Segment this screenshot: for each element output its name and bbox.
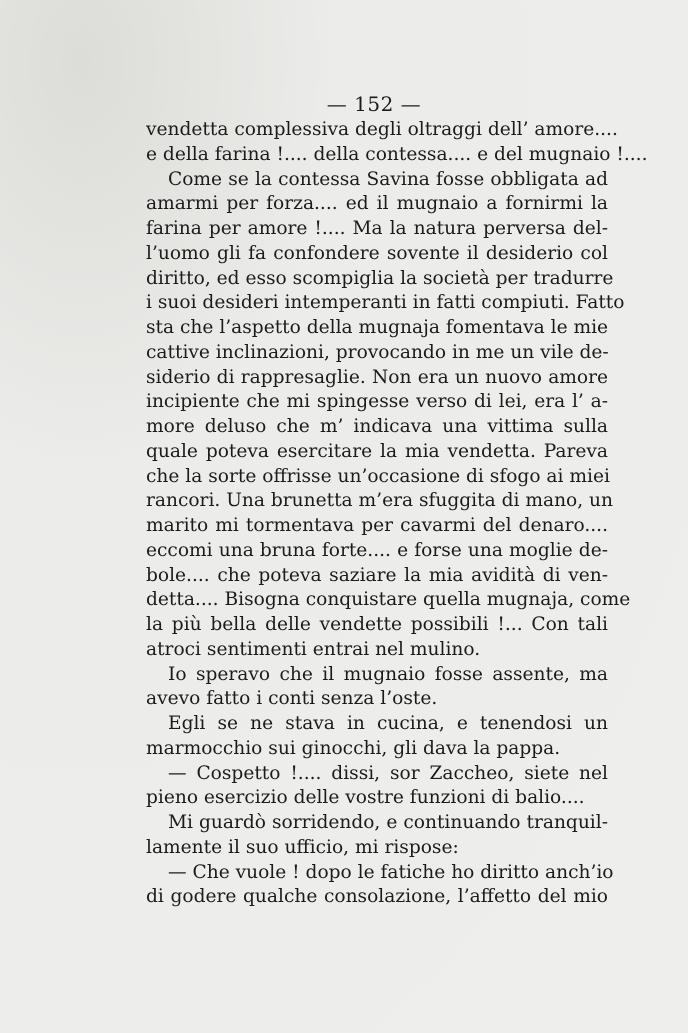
text-line: atroci sentimenti entrai nel mulino. (146, 638, 481, 660)
text-line: quale poteva esercitare la mia vendetta. Pareva (146, 440, 608, 462)
text-line: — Che vuole ! dopo le fatiche ho diritto anch’io (168, 861, 614, 883)
text-line: detta.... Bisogna conquistare quella mugnaja, come (146, 589, 631, 611)
text-line: sta che l’aspetto della mugnaja fomentava le mie (146, 317, 609, 338)
text-line: e della farina !.... della contessa.... e del mugnaio !.... (146, 143, 648, 165)
text-line: rancori. Una brunetta m’era sfuggita di mano, un (146, 490, 614, 512)
text-line: Io speravo che il mugnaio fosse assente, ma (168, 663, 608, 685)
text-line: marito mi tormentava per cavarmi del denaro.... (146, 515, 608, 536)
text-line: amarmi per forza.... ed il mugnaio a fornirmi la (146, 193, 608, 215)
text-line: pieno esercizio delle vostre funzioni di balio.... (146, 787, 585, 809)
text-line: l’uomo gli fa confondere sovente il desiderio col (146, 242, 608, 264)
text-line: Come se la contessa Savina fosse obbligata ad (168, 168, 608, 190)
text-line: Mi guardò sorridendo, e continuando tranquil- (168, 812, 608, 833)
text-line: cattive inclinazioni, provocando in me un vile de- (146, 341, 609, 363)
text-line: che la sorte offrisse un’occasione di sfogo ai miei (146, 465, 610, 487)
text-line: vendetta complessiva degli oltraggi dell’ amore.... (146, 119, 618, 140)
text-line: Egli se ne stava in cucina, e tenendosi un (168, 713, 608, 734)
text-line: — Cospetto !.... dissi, sor Zaccheo, siete nel (168, 762, 608, 784)
text-line: eccomi una bruna forte.... e forse una moglie de- (146, 539, 608, 561)
page-number: — 152 — (326, 92, 422, 116)
text-line: siderio di rappresaglie. Non era un nuovo amore (146, 366, 608, 388)
text-line: la più bella delle vendette possibili !... Con tali (146, 614, 608, 635)
text-line: incipiente che mi spingesse verso di lei, era l’ a- (146, 391, 608, 413)
text-line: more deluso che m’ indicava una vittima sulla (146, 416, 608, 437)
text-line: di godere qualche consolazione, l’affetto del mio (146, 886, 608, 908)
body-text (146, 118, 648, 910)
text-line: bole.... che poteva saziare la mia avidità di ven- (146, 564, 608, 586)
text-line: marmocchio sui ginocchi, gli dava la pappa. (146, 737, 561, 759)
text-line: farina per amore !.... Ma la natura perversa del- (146, 218, 608, 239)
text-line: avevo fatto i conti senza l’oste. (146, 688, 438, 710)
text-line: diritto, ed esso scompiglia la società per tradurre (146, 267, 614, 289)
text-line: i suoi desideri intemperanti in fatti compiuti. Fatto (146, 292, 625, 314)
text-line: lamente il suo ufficio, mi rispose: (146, 836, 459, 858)
